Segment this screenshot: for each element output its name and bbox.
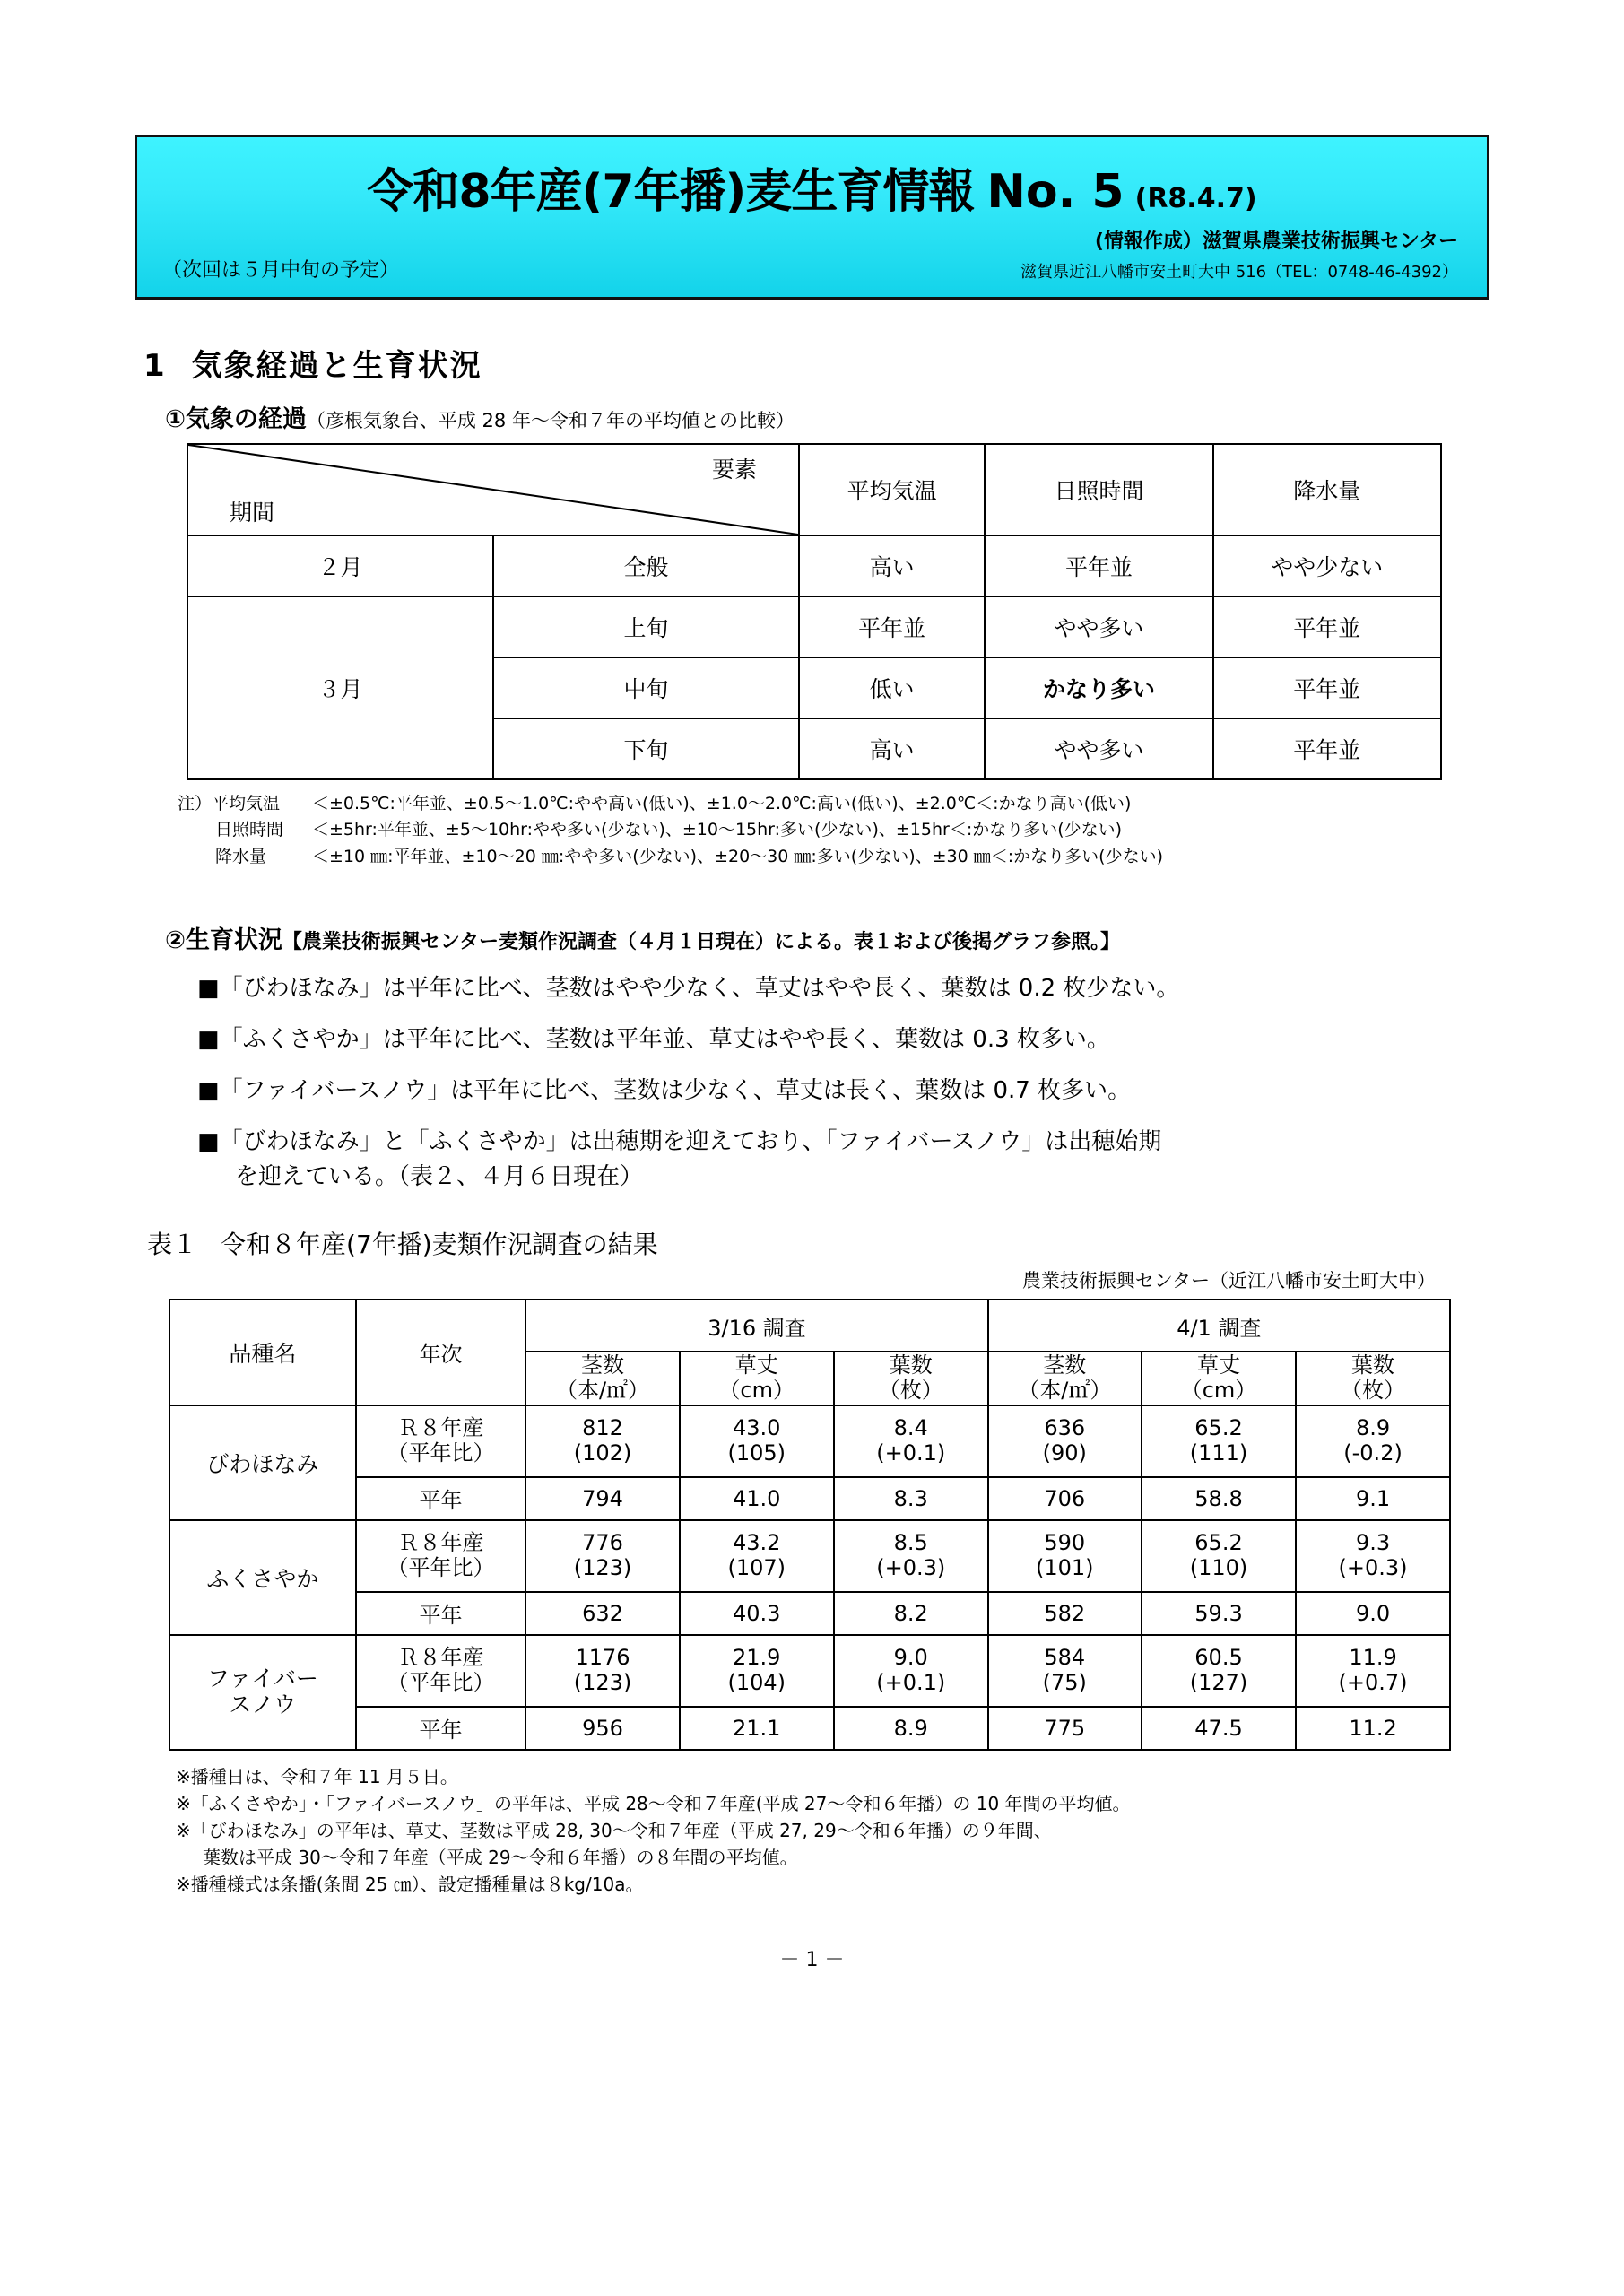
value-ratio: (102)	[573, 1439, 632, 1465]
year-cell-average: 平年	[356, 1707, 526, 1750]
value-ratio: (111)	[1189, 1439, 1248, 1465]
weather-row-mar-early	[187, 596, 1441, 657]
weather-note-text: ＜±10 ㎜:平年並、±10～20 ㎜:やや多い(少ない)、±20～30 ㎜:多い(少ない)、±30 ㎜＜:かなり多い(少ない)	[312, 846, 1163, 866]
footnote: ※播種日は、令和７年 11 月５日。	[176, 1765, 458, 1787]
data-cell	[1296, 1405, 1450, 1477]
header-leaves-name: 葉数	[1351, 1352, 1395, 1378]
section-1-number: 1	[143, 348, 167, 384]
data-cell	[1296, 1635, 1450, 1707]
table1-footnotes	[176, 1763, 1489, 1898]
variety-name-fukusayaka: ふくさやか	[169, 1520, 356, 1635]
data-cell	[834, 1520, 988, 1592]
value: 21.9	[733, 1644, 781, 1670]
data-cell: 40.3	[680, 1592, 834, 1635]
value: 65.2	[1194, 1414, 1243, 1440]
data-cell	[525, 1635, 679, 1707]
growth-bullet-line2: を迎えている。（表２、４月６日現在）	[235, 1163, 644, 1191]
data-cell: 8.2	[834, 1592, 988, 1635]
subsection-weather-label: ①気象の経過	[165, 405, 307, 433]
section-1-title: 気象経過と生育状況	[191, 348, 482, 384]
header-height-unit: （cm）	[718, 1377, 795, 1403]
weather-period-late: 下旬	[493, 718, 799, 779]
page-number: － 1 －	[779, 1948, 845, 1971]
value-ratio: (+0.1)	[876, 1439, 946, 1465]
year-line2: （平年比）	[386, 1669, 495, 1695]
banner-issue-date: (R8.4.7)	[1134, 183, 1257, 214]
table1-title-text: 令和８年産(7年播)麦類作況調査の結果	[221, 1230, 658, 1260]
data-cell: 21.1	[680, 1707, 834, 1750]
value: 8.4	[893, 1414, 928, 1440]
value-ratio: (123)	[573, 1669, 632, 1695]
banner-title: 令和8年産(7年播)麦生育情報	[367, 165, 975, 219]
header-height	[680, 1352, 834, 1405]
weather-cell: やや多い	[985, 596, 1212, 657]
data-cell: 41.0	[680, 1477, 834, 1520]
weather-cell: やや多い	[985, 718, 1212, 779]
header-height-name: 草丈	[734, 1352, 778, 1378]
weather-notes	[178, 791, 1489, 870]
footnote: ※「ふくさやか」・「ファイバースノウ」の平年は、平成 28～令和７年産(平成 27～令和６年播）の 10 年間の平均値。	[176, 1792, 1131, 1814]
table-row	[169, 1707, 1450, 1750]
data-cell: 706	[988, 1477, 1142, 1520]
header-banner	[135, 135, 1489, 300]
weather-cell: やや少ない	[1213, 535, 1441, 596]
weather-cell: 低い	[799, 657, 985, 718]
weather-corner-element-label: 要素	[711, 457, 757, 483]
data-cell	[1142, 1405, 1296, 1477]
data-cell	[834, 1405, 988, 1477]
header-leaves-name: 葉数	[889, 1352, 933, 1378]
header-stems	[525, 1352, 679, 1405]
data-cell	[1296, 1520, 1450, 1592]
weather-period-mid: 中旬	[493, 657, 799, 718]
data-cell	[680, 1635, 834, 1707]
value: 776	[582, 1529, 623, 1555]
value: 8.5	[893, 1529, 928, 1555]
weather-corner-period-label: 期間	[230, 500, 275, 526]
data-cell: 632	[525, 1592, 679, 1635]
value: 65.2	[1194, 1529, 1243, 1555]
subsection-weather-note: （彦根気象台、平成 28 年～令和７年の平均値との比較）	[306, 410, 795, 431]
weather-month-feb: ２月	[187, 535, 493, 596]
header-year: 年次	[356, 1300, 526, 1405]
growth-bullet-line1: ■「びわほなみ」と「ふくさやか」は出穂期を迎えており、「ファイバースノウ」は出穂始期	[197, 1128, 1162, 1156]
year-line1: Ｒ８年産	[397, 1644, 484, 1670]
weather-col-rain: 降水量	[1213, 444, 1441, 535]
year-cell	[356, 1405, 526, 1477]
value: 11.9	[1349, 1644, 1397, 1670]
growth-bullet: ■「ファイバースノウ」は平年に比べ、茎数は少なく、草丈は長く、葉数は 0.7 枚多い。	[197, 1077, 1132, 1105]
header-variety: 品種名	[169, 1300, 356, 1405]
footnote: ※播種様式は条播(条間 25 ㎝）、設定播種量は８kg/10a。	[176, 1873, 644, 1895]
banner-address: 滋賀県近江八幡市安土町大中 516（TEL：0748-46-4392）	[1020, 263, 1458, 282]
value-ratio: (123)	[573, 1554, 632, 1580]
value-ratio: (127)	[1189, 1669, 1248, 1695]
header-stems-name: 茎数	[1043, 1352, 1087, 1378]
weather-note-text: ＜±0.5℃:平年並、±0.5～1.0℃:やや高い(低い)、±1.0～2.0℃:高い(低い)、±2.0℃＜:かなり高い(低い)	[312, 794, 1132, 813]
value: 43.0	[733, 1414, 781, 1440]
data-cell: 8.3	[834, 1477, 988, 1520]
value: 812	[582, 1414, 623, 1440]
data-cell	[525, 1520, 679, 1592]
table-row	[169, 1477, 1450, 1520]
data-cell	[1142, 1520, 1296, 1592]
value-ratio: (+0.3)	[876, 1554, 946, 1580]
value-ratio: (+0.7)	[1338, 1669, 1408, 1695]
data-cell	[988, 1520, 1142, 1592]
year-cell-average: 平年	[356, 1477, 526, 1520]
weather-header-row	[187, 444, 1441, 535]
value: 60.5	[1194, 1644, 1243, 1670]
weather-note-lead-text: 注）	[178, 794, 213, 813]
weather-note-row	[178, 817, 1489, 843]
header-leaves-unit: （枚）	[878, 1377, 943, 1403]
table-row	[169, 1592, 1450, 1635]
data-cell: 11.2	[1296, 1707, 1450, 1750]
data-cell: 47.5	[1142, 1707, 1296, 1750]
data-cell: 9.1	[1296, 1477, 1450, 1520]
header-leaves-2	[1296, 1352, 1450, 1405]
year-cell	[356, 1635, 526, 1707]
year-line1: Ｒ８年産	[397, 1414, 484, 1440]
table-row	[169, 1520, 1450, 1592]
header-height-name: 草丈	[1197, 1352, 1240, 1378]
weather-period-feb: 全般	[493, 535, 799, 596]
data-cell: 956	[525, 1707, 679, 1750]
growth-heading-label: ②生育状況	[165, 926, 282, 955]
value: 584	[1044, 1644, 1086, 1670]
weather-col-sun: 日照時間	[985, 444, 1212, 535]
weather-note-key: 日照時間	[215, 820, 284, 840]
value-ratio: (90)	[1042, 1439, 1087, 1465]
data-cell	[525, 1405, 679, 1477]
weather-month-mar: ３月	[187, 596, 493, 779]
variety-name-line2: スノウ	[229, 1691, 297, 1718]
value-ratio: (+0.3)	[1338, 1554, 1408, 1580]
weather-cell: 高い	[799, 535, 985, 596]
growth-section	[165, 920, 1489, 1195]
value: 9.0	[893, 1644, 928, 1670]
value-ratio: (75)	[1042, 1669, 1087, 1695]
year-line1: Ｒ８年産	[397, 1529, 484, 1555]
growth-bullet: ■「びわほなみ」は平年に比べ、茎数はやや少なく、草丈はやや長く、葉数は 0.2 枚少ない。	[197, 975, 1180, 1003]
value: 9.3	[1355, 1529, 1391, 1555]
data-cell: 59.3	[1142, 1592, 1296, 1635]
value: 8.9	[1355, 1414, 1391, 1440]
weather-note-row	[178, 844, 1489, 870]
weather-cell: かなり多い	[985, 657, 1212, 718]
table-row	[169, 1635, 1450, 1707]
growth-bullets	[165, 971, 1489, 1195]
variety-name-line1: ファイバー	[206, 1665, 318, 1692]
weather-cell: 平年並	[1213, 718, 1441, 779]
data-cell	[1142, 1635, 1296, 1707]
data-cell	[834, 1635, 988, 1707]
header-survey-0316: 3/16 調査	[525, 1300, 987, 1352]
footnote: ※「びわほなみ」の平年は、草丈、茎数は平成 28, 30～令和７年産（平成 27, 29～令和６年播）の９年間、	[176, 1819, 1052, 1841]
growth-bullet: ■「ふくさやか」は平年に比べ、茎数は平年並、草丈はやや長く、葉数は 0.3 枚多い。	[197, 1026, 1110, 1054]
weather-cell: 高い	[799, 718, 985, 779]
data-cell	[988, 1405, 1142, 1477]
data-cell: 775	[988, 1707, 1142, 1750]
header-stems-unit: （本/㎡）	[555, 1377, 650, 1403]
value-ratio: (104)	[727, 1669, 786, 1695]
header-height-2	[1142, 1352, 1296, 1405]
header-leaves	[834, 1352, 988, 1405]
year-cell	[356, 1520, 526, 1592]
growth-heading	[165, 920, 1489, 955]
data-cell: 58.8	[1142, 1477, 1296, 1520]
value-ratio: (107)	[727, 1554, 786, 1580]
weather-note-key: 平均気温	[212, 794, 281, 813]
data-cell	[680, 1520, 834, 1592]
footnote: 葉数は平成 30～令和７年産（平成 29～令和６年播）の８年間の平均値。	[203, 1846, 798, 1868]
table1-title	[147, 1225, 1489, 1261]
value: 1176	[575, 1644, 630, 1670]
table1-credit: 農業技術振興センター（近江八幡市安土町大中）	[1021, 1270, 1436, 1292]
table-row	[169, 1405, 1450, 1477]
value-ratio: (101)	[1036, 1554, 1094, 1580]
growth-heading-note: 【農業技術振興センター麦類作況調査（４月１日現在）による。表１および後掲グラフ参照。】	[282, 931, 1120, 954]
data-cell: 582	[988, 1592, 1142, 1635]
weather-period-early: 上旬	[493, 596, 799, 657]
growth-bullet	[197, 1125, 1489, 1195]
section-1-heading	[143, 341, 1489, 385]
value-ratio: (-0.2)	[1343, 1439, 1403, 1465]
banner-title-row	[161, 153, 1463, 221]
diagonal-line-icon	[188, 445, 798, 535]
weather-note-text: ＜±5hr:平年並、±5～10hr:やや多い(少ない)、±10～15hr:多い(少ない)、±15hr＜:かなり多い(少ない)	[312, 820, 1123, 840]
header-leaves-unit: （枚）	[1341, 1377, 1406, 1403]
weather-table	[187, 443, 1442, 780]
value-ratio: (+0.1)	[876, 1669, 946, 1695]
variety-name-biwahonami: びわほなみ	[169, 1405, 356, 1520]
banner-next-issue: （次回は５月中旬の予定）	[162, 259, 400, 282]
value: 636	[1044, 1414, 1086, 1440]
value: 590	[1044, 1529, 1086, 1555]
weather-row-feb	[187, 535, 1441, 596]
year-cell-average: 平年	[356, 1592, 526, 1635]
value-ratio: (110)	[1189, 1554, 1248, 1580]
header-stems-2	[988, 1352, 1142, 1405]
subsection-weather-heading	[165, 399, 1489, 434]
data-cell: 8.9	[834, 1707, 988, 1750]
data-cell: 9.0	[1296, 1592, 1450, 1635]
header-stems-unit: （本/㎡）	[1018, 1377, 1112, 1403]
weather-cell: 平年並	[1213, 596, 1441, 657]
table1-label: 表１	[147, 1230, 198, 1260]
data-cell	[988, 1635, 1142, 1707]
data-cell	[680, 1405, 834, 1477]
weather-cell: 平年並	[985, 535, 1212, 596]
year-line2: （平年比）	[386, 1554, 495, 1580]
header-survey-0401: 4/1 調査	[988, 1300, 1450, 1352]
weather-note-key: 降水量	[215, 846, 267, 866]
weather-col-temp: 平均気温	[799, 444, 985, 535]
year-line2: （平年比）	[386, 1439, 495, 1465]
banner-issue-number: No. 5	[986, 165, 1125, 219]
weather-cell: 平年並	[799, 596, 985, 657]
data-cell: 794	[525, 1477, 679, 1520]
weather-cell: 平年並	[1213, 657, 1441, 718]
header-height-unit: （cm）	[1180, 1377, 1257, 1403]
header-stems-name: 茎数	[581, 1352, 624, 1378]
variety-name-fibersnow	[169, 1635, 356, 1750]
banner-publisher: (情報作成）滋賀県農業技術振興センター	[1094, 230, 1458, 253]
weather-note-lead	[178, 791, 312, 817]
survey-header-row-1	[169, 1300, 1450, 1352]
weather-note-row	[178, 791, 1489, 817]
survey-results-table	[169, 1299, 1451, 1750]
value: 43.2	[733, 1529, 781, 1555]
value-ratio: (105)	[727, 1439, 786, 1465]
weather-corner-cell	[187, 444, 799, 535]
